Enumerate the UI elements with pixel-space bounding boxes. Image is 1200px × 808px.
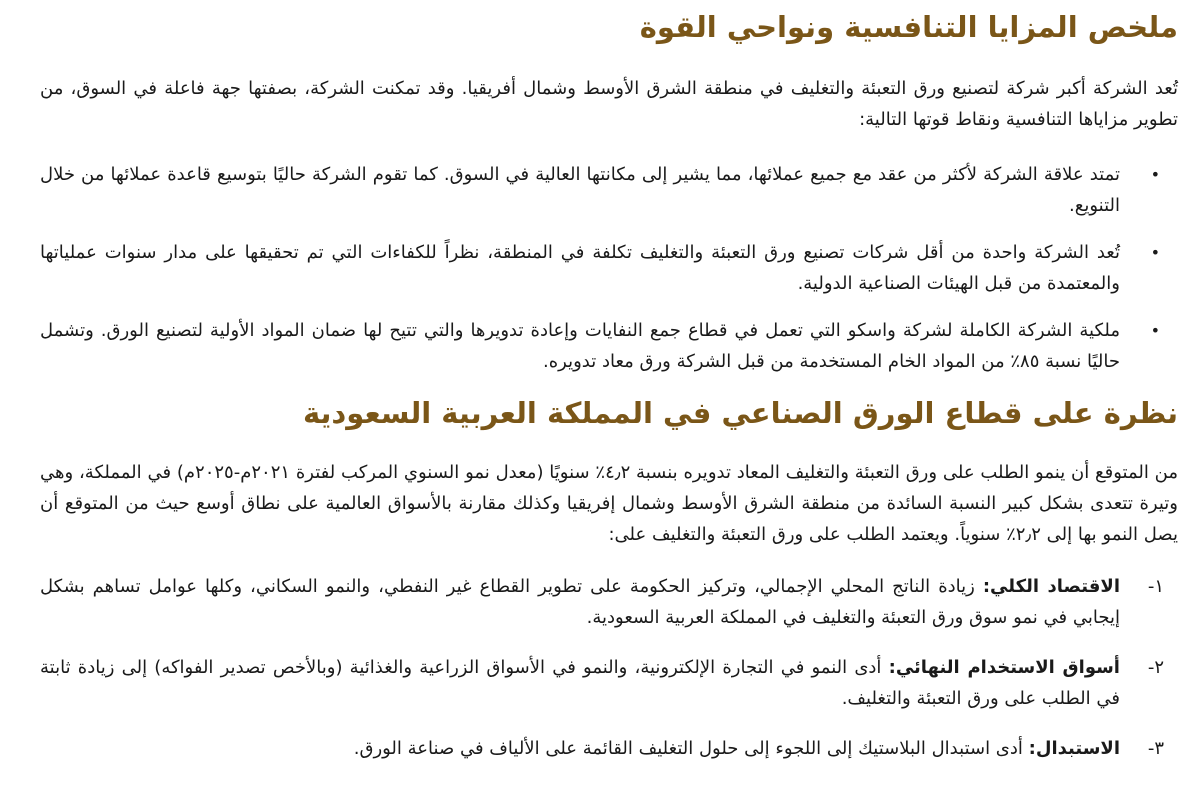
section-heading-saudi-paper-sector: نظرة على قطاع الورق الصناعي في المملكة العربية السعودية — [302, 396, 1178, 430]
demand-drivers-list — [40, 571, 1178, 764]
list-item-text: أدى استبدال البلاستيك إلى اللجوء إلى حلول التغليف القائمة على الألياف في صناعة الورق. — [353, 738, 1023, 759]
list-item-number: ١- — [1147, 576, 1164, 597]
list-item-number: ٣- — [1147, 738, 1164, 759]
intro-paragraph: تُعد الشركة أكبر شركة لتصنيع ورق التعبئة والتغليف في منطقة الشرق الأوسط وشمال أفريقيا. وقد تمكنت الشركة، بصفتها جهة فاعلة في السوق، من تطوير مزاياها التنافسية ونقاط قوتها التالية: — [40, 78, 1178, 130]
list-item — [40, 652, 1178, 714]
bullet-icon: • — [1150, 243, 1160, 262]
list-item — [40, 571, 1178, 633]
bullet-icon: • — [1150, 321, 1160, 340]
list-item-text: زيادة الناتج المحلي الإجمالي، وتركيز الحكومة على تطوير القطاع غير النفطي، والنمو السكاني، وكلها عوامل تساهم بشكل إيجابي في نمو سوق ورق التعبئة والتغليف في المملكة العربية السعودية. — [40, 576, 1120, 628]
list-item-title: الاستبدال: — [1028, 738, 1120, 759]
list-item-title: أسواق الاستخدام النهائي: — [888, 657, 1120, 678]
list-item — [40, 733, 1178, 764]
section-heading-competitive-advantages: ملخص المزايا التنافسية ونواحي القوة — [639, 10, 1178, 44]
sector-overview-paragraph: من المتوقع أن ينمو الطلب على ورق التعبئة والتغليف المعاد تدويره بنسبة ٤٫٢٪ سنويًا (معدل نمو السنوي المركب لفترة ٢٠٢١م-٢٠٢٥م) في المملكة، وهي وتيرة تتعدى بشكل كبير النسبة السائدة من منطقة الشرق الأوسط وشمال إفريقيا وكذلك مقارنة بالأسواق العالمية على نطاق أوسع حيث من المتوقع أن يصل النمو بها إلى ٢٫٢٪ سنوياً. ويعتمد الطلب على ورق التعبئة والتغليف على: — [40, 462, 1178, 545]
list-item — [40, 159, 1178, 221]
list-item — [40, 237, 1178, 299]
list-item-text: ملكية الشركة الكاملة لشركة واسكو التي تعمل في قطاع جمع النفايات وإعادة تدويرها والتي تتيح لها ضمان المواد الأولية لتصنيع الورق. وتشمل حاليًا نسبة ٨٥٪ من المواد الخام المستخدمة من قبل الشركة ورق معاد تدويره. — [40, 320, 1120, 372]
list-item-title: الاقتصاد الكلي: — [982, 576, 1120, 597]
list-item-text: تمتد علاقة الشركة لأكثر من عقد مع جميع عملائها، مما يشير إلى مكانتها العالية في السوق. كما تقوم الشركة حاليًا بتوسيع قاعدة عملائها من خلال التنويع. — [40, 164, 1120, 216]
list-item-text: تُعد الشركة واحدة من أقل شركات تصنيع ورق التعبئة والتغليف تكلفة في المنطقة، نظراً للكفاءات التي تم تحقيقها على مدار سنوات عملياتها والمعتمدة من قبل الهيئات الصناعية الدولية. — [40, 242, 1120, 294]
list-item-text: أدى النمو في التجارة الإلكترونية، والنمو في الأسواق الزراعية والغذائية (وبالأخص تصدير الفواكه) إلى زيادة ثابتة في الطلب على ورق التعبئة والتغليف. — [40, 657, 1120, 709]
list-item-number: ٢- — [1147, 657, 1164, 678]
list-item — [40, 315, 1178, 377]
bullet-icon: • — [1150, 165, 1160, 184]
strengths-list — [40, 159, 1178, 377]
